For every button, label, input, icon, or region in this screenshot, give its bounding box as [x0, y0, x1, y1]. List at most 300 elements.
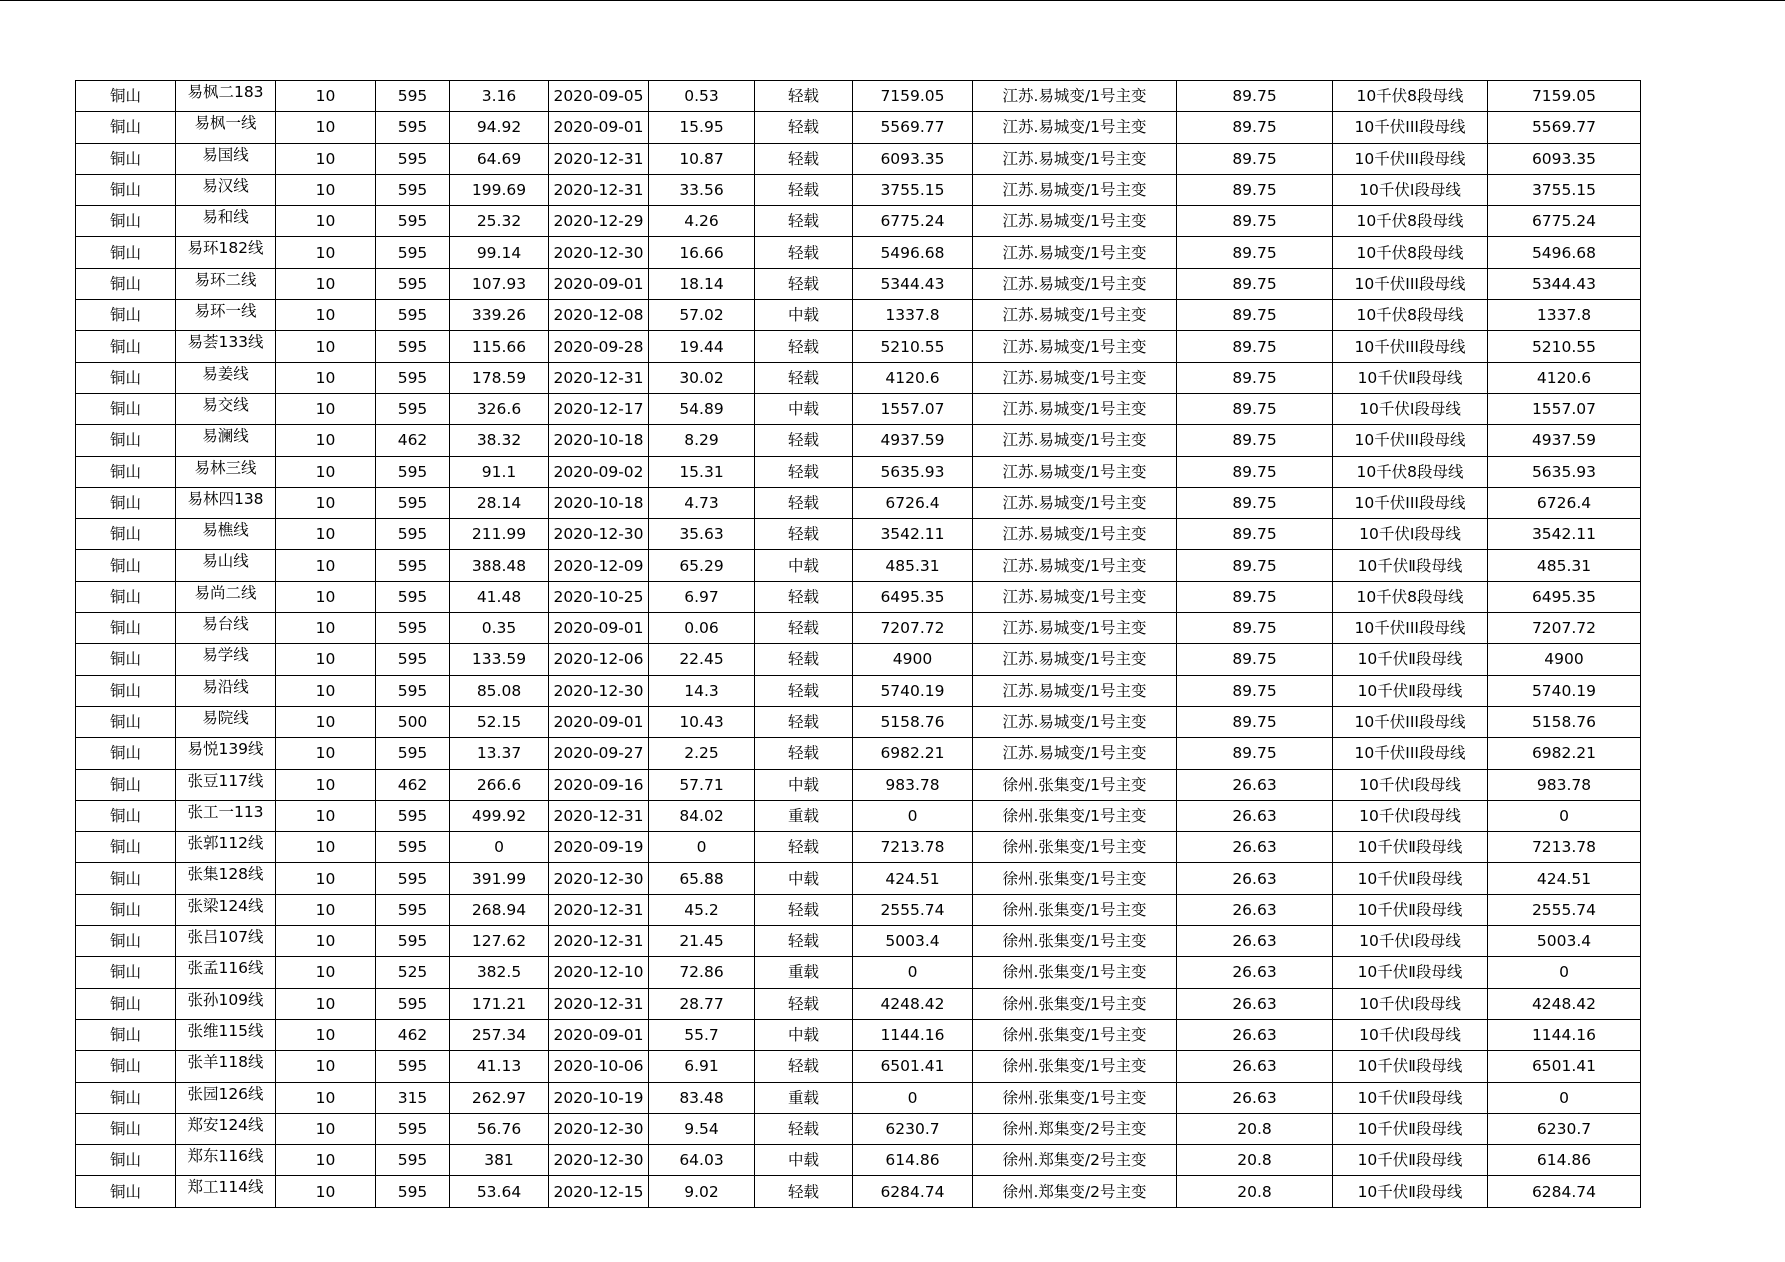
load-status-cell: 轻载	[755, 738, 853, 769]
max-current-cell: 268.94	[450, 894, 549, 925]
line-name-cell: 易姜线	[176, 362, 276, 393]
transformer-cell: 江苏.易城变/1号主变	[973, 81, 1177, 112]
transformer-cell: 江苏.易城变/1号主变	[973, 706, 1177, 737]
available-capacity-cell: 6726.4	[853, 487, 973, 518]
available-capacity-cell: 1557.07	[853, 393, 973, 424]
voltage-cell: 10	[276, 1051, 376, 1082]
load-rate-cell: 84.02	[649, 800, 755, 831]
district-cell: 铜山	[76, 268, 176, 299]
available-capacity-cell: 614.86	[853, 1145, 973, 1176]
remaining-capacity-cell: 3755.15	[1488, 174, 1641, 205]
district-cell: 铜山	[76, 769, 176, 800]
transformer-load-cell: 26.63	[1177, 957, 1333, 988]
load-rate-cell: 65.88	[649, 863, 755, 894]
transformer-load-cell: 89.75	[1177, 393, 1333, 424]
available-capacity-cell: 4120.6	[853, 362, 973, 393]
voltage-cell: 10	[276, 1082, 376, 1113]
line-name-cell: 易林三线	[176, 456, 276, 487]
available-capacity-cell: 5740.19	[853, 675, 973, 706]
voltage-cell: 10	[276, 300, 376, 331]
district-cell: 铜山	[76, 1051, 176, 1082]
table-row	[76, 581, 1641, 612]
line-name-cell: 张维115线	[176, 1019, 276, 1050]
rated-current-cell: 595	[376, 863, 450, 894]
voltage-cell: 10	[276, 832, 376, 863]
rated-current-cell: 595	[376, 331, 450, 362]
voltage-cell: 10	[276, 957, 376, 988]
date-cell: 2020-12-17	[549, 393, 649, 424]
voltage-cell: 10	[276, 769, 376, 800]
load-rate-cell: 45.2	[649, 894, 755, 925]
load-rate-cell: 2.25	[649, 738, 755, 769]
district-cell: 铜山	[76, 1082, 176, 1113]
date-cell: 2020-10-06	[549, 1051, 649, 1082]
available-capacity-cell: 5210.55	[853, 331, 973, 362]
district-cell: 铜山	[76, 800, 176, 831]
feeder-load-table	[75, 80, 1641, 1208]
max-current-cell: 262.97	[450, 1082, 549, 1113]
load-rate-cell: 9.02	[649, 1176, 755, 1207]
max-current-cell: 381	[450, 1145, 549, 1176]
table-row	[76, 237, 1641, 268]
busbar-cell: 10千伏Ⅱ段母线	[1333, 957, 1488, 988]
remaining-capacity-cell: 3542.11	[1488, 519, 1641, 550]
transformer-load-cell: 26.63	[1177, 988, 1333, 1019]
transformer-cell: 徐州.张集变/1号主变	[973, 926, 1177, 957]
remaining-capacity-cell: 1557.07	[1488, 393, 1641, 424]
district-cell: 铜山	[76, 362, 176, 393]
available-capacity-cell: 6501.41	[853, 1051, 973, 1082]
date-cell: 2020-09-19	[549, 832, 649, 863]
load-status-cell: 轻载	[755, 613, 853, 644]
available-capacity-cell: 6284.74	[853, 1176, 973, 1207]
rated-current-cell: 595	[376, 300, 450, 331]
transformer-cell: 江苏.易城变/1号主变	[973, 237, 1177, 268]
load-rate-cell: 30.02	[649, 362, 755, 393]
table-row	[76, 1145, 1641, 1176]
load-rate-cell: 9.54	[649, 1113, 755, 1144]
line-name-cell: 易沿线	[176, 675, 276, 706]
available-capacity-cell: 4900	[853, 644, 973, 675]
table-row	[76, 675, 1641, 706]
transformer-load-cell: 26.63	[1177, 863, 1333, 894]
available-capacity-cell: 2555.74	[853, 894, 973, 925]
date-cell: 2020-12-08	[549, 300, 649, 331]
date-cell: 2020-12-31	[549, 800, 649, 831]
line-name-cell: 张园126线	[176, 1082, 276, 1113]
transformer-load-cell: 89.75	[1177, 644, 1333, 675]
rated-current-cell: 595	[376, 1113, 450, 1144]
transformer-cell: 江苏.易城变/1号主变	[973, 300, 1177, 331]
available-capacity-cell: 424.51	[853, 863, 973, 894]
voltage-cell: 10	[276, 174, 376, 205]
remaining-capacity-cell: 1144.16	[1488, 1019, 1641, 1050]
remaining-capacity-cell: 6501.41	[1488, 1051, 1641, 1082]
remaining-capacity-cell: 7213.78	[1488, 832, 1641, 863]
load-rate-cell: 4.26	[649, 206, 755, 237]
available-capacity-cell: 6982.21	[853, 738, 973, 769]
load-status-cell: 中载	[755, 300, 853, 331]
rated-current-cell: 595	[376, 456, 450, 487]
date-cell: 2020-12-31	[549, 143, 649, 174]
max-current-cell: 107.93	[450, 268, 549, 299]
busbar-cell: 10千伏III段母线	[1333, 331, 1488, 362]
district-cell: 铜山	[76, 832, 176, 863]
district-cell: 铜山	[76, 1113, 176, 1144]
max-current-cell: 52.15	[450, 706, 549, 737]
rated-current-cell: 595	[376, 800, 450, 831]
table-row	[76, 1176, 1641, 1207]
rated-current-cell: 595	[376, 362, 450, 393]
available-capacity-cell: 1144.16	[853, 1019, 973, 1050]
transformer-cell: 徐州.张集变/1号主变	[973, 894, 1177, 925]
load-status-cell: 轻载	[755, 331, 853, 362]
remaining-capacity-cell: 1337.8	[1488, 300, 1641, 331]
load-status-cell: 轻载	[755, 519, 853, 550]
voltage-cell: 10	[276, 581, 376, 612]
available-capacity-cell: 5003.4	[853, 926, 973, 957]
transformer-load-cell: 26.63	[1177, 832, 1333, 863]
line-name-cell: 易环一线	[176, 300, 276, 331]
busbar-cell: 10千伏8段母线	[1333, 300, 1488, 331]
busbar-cell: 10千伏Ⅱ段母线	[1333, 894, 1488, 925]
load-rate-cell: 28.77	[649, 988, 755, 1019]
max-current-cell: 0.35	[450, 613, 549, 644]
voltage-cell: 10	[276, 1113, 376, 1144]
load-status-cell: 轻载	[755, 425, 853, 456]
transformer-cell: 江苏.易城变/1号主变	[973, 425, 1177, 456]
available-capacity-cell: 5344.43	[853, 268, 973, 299]
date-cell: 2020-10-19	[549, 1082, 649, 1113]
table-row	[76, 268, 1641, 299]
load-status-cell: 轻载	[755, 143, 853, 174]
max-current-cell: 85.08	[450, 675, 549, 706]
remaining-capacity-cell: 0	[1488, 957, 1641, 988]
date-cell: 2020-09-28	[549, 331, 649, 362]
load-rate-cell: 0.53	[649, 81, 755, 112]
load-status-cell: 中载	[755, 769, 853, 800]
date-cell: 2020-12-30	[549, 675, 649, 706]
voltage-cell: 10	[276, 926, 376, 957]
table-row	[76, 894, 1641, 925]
table-row	[76, 926, 1641, 957]
table-row	[76, 206, 1641, 237]
busbar-cell: 10千伏8段母线	[1333, 81, 1488, 112]
load-status-cell: 轻载	[755, 1176, 853, 1207]
transformer-load-cell: 89.75	[1177, 300, 1333, 331]
load-status-cell: 中载	[755, 863, 853, 894]
voltage-cell: 10	[276, 644, 376, 675]
rated-current-cell: 595	[376, 550, 450, 581]
voltage-cell: 10	[276, 362, 376, 393]
district-cell: 铜山	[76, 1019, 176, 1050]
rated-current-cell: 315	[376, 1082, 450, 1113]
busbar-cell: 10千伏III段母线	[1333, 112, 1488, 143]
busbar-cell: 10千伏8段母线	[1333, 206, 1488, 237]
voltage-cell: 10	[276, 550, 376, 581]
transformer-cell: 徐州.张集变/1号主变	[973, 1051, 1177, 1082]
rated-current-cell: 595	[376, 894, 450, 925]
remaining-capacity-cell: 6230.7	[1488, 1113, 1641, 1144]
rated-current-cell: 462	[376, 769, 450, 800]
max-current-cell: 3.16	[450, 81, 549, 112]
busbar-cell: 10千伏Ⅱ段母线	[1333, 863, 1488, 894]
remaining-capacity-cell: 5496.68	[1488, 237, 1641, 268]
max-current-cell: 339.26	[450, 300, 549, 331]
remaining-capacity-cell: 0	[1488, 800, 1641, 831]
district-cell: 铜山	[76, 894, 176, 925]
busbar-cell: 10千伏Ⅱ段母线	[1333, 1082, 1488, 1113]
date-cell: 2020-09-05	[549, 81, 649, 112]
transformer-cell: 徐州.张集变/1号主变	[973, 800, 1177, 831]
rated-current-cell: 595	[376, 268, 450, 299]
date-cell: 2020-12-30	[549, 1113, 649, 1144]
date-cell: 2020-09-01	[549, 1019, 649, 1050]
load-rate-cell: 0	[649, 832, 755, 863]
district-cell: 铜山	[76, 1176, 176, 1207]
transformer-load-cell: 89.75	[1177, 738, 1333, 769]
remaining-capacity-cell: 6982.21	[1488, 738, 1641, 769]
transformer-load-cell: 89.75	[1177, 174, 1333, 205]
transformer-cell: 徐州.郑集变/2号主变	[973, 1176, 1177, 1207]
available-capacity-cell: 6775.24	[853, 206, 973, 237]
busbar-cell: 10千伏Ⅱ段母线	[1333, 675, 1488, 706]
rated-current-cell: 595	[376, 393, 450, 424]
date-cell: 2020-12-30	[549, 1145, 649, 1176]
district-cell: 铜山	[76, 425, 176, 456]
busbar-cell: 10千伏Ⅰ段母线	[1333, 800, 1488, 831]
table-row	[76, 1113, 1641, 1144]
line-name-cell: 易国线	[176, 143, 276, 174]
max-current-cell: 94.92	[450, 112, 549, 143]
max-current-cell: 178.59	[450, 362, 549, 393]
voltage-cell: 10	[276, 894, 376, 925]
max-current-cell: 25.32	[450, 206, 549, 237]
load-status-cell: 轻载	[755, 112, 853, 143]
rated-current-cell: 595	[376, 1176, 450, 1207]
date-cell: 2020-12-09	[549, 550, 649, 581]
load-rate-cell: 4.73	[649, 487, 755, 518]
load-status-cell: 轻载	[755, 675, 853, 706]
available-capacity-cell: 3542.11	[853, 519, 973, 550]
table-row	[76, 81, 1641, 112]
max-current-cell: 499.92	[450, 800, 549, 831]
transformer-load-cell: 26.63	[1177, 926, 1333, 957]
transformer-load-cell: 89.75	[1177, 237, 1333, 268]
load-status-cell: 重载	[755, 800, 853, 831]
line-name-cell: 易环二线	[176, 268, 276, 299]
rated-current-cell: 595	[376, 581, 450, 612]
load-rate-cell: 55.7	[649, 1019, 755, 1050]
remaining-capacity-cell: 5003.4	[1488, 926, 1641, 957]
load-status-cell: 重载	[755, 1082, 853, 1113]
transformer-load-cell: 89.75	[1177, 487, 1333, 518]
remaining-capacity-cell: 485.31	[1488, 550, 1641, 581]
busbar-cell: 10千伏Ⅰ段母线	[1333, 519, 1488, 550]
table-row	[76, 300, 1641, 331]
voltage-cell: 10	[276, 706, 376, 737]
line-name-cell: 张孟116线	[176, 957, 276, 988]
max-current-cell: 115.66	[450, 331, 549, 362]
available-capacity-cell: 7213.78	[853, 832, 973, 863]
max-current-cell: 41.48	[450, 581, 549, 612]
available-capacity-cell: 0	[853, 1082, 973, 1113]
remaining-capacity-cell: 5158.76	[1488, 706, 1641, 737]
line-name-cell: 易山线	[176, 550, 276, 581]
voltage-cell: 10	[276, 988, 376, 1019]
rated-current-cell: 595	[376, 174, 450, 205]
busbar-cell: 10千伏III段母线	[1333, 487, 1488, 518]
available-capacity-cell: 5569.77	[853, 112, 973, 143]
date-cell: 2020-09-01	[549, 706, 649, 737]
transformer-load-cell: 89.75	[1177, 331, 1333, 362]
table-row	[76, 1051, 1641, 1082]
busbar-cell: 10千伏Ⅱ段母线	[1333, 1113, 1488, 1144]
max-current-cell: 64.69	[450, 143, 549, 174]
load-rate-cell: 6.97	[649, 581, 755, 612]
line-name-cell: 易枫一线	[176, 112, 276, 143]
transformer-load-cell: 89.75	[1177, 112, 1333, 143]
district-cell: 铜山	[76, 393, 176, 424]
table-row	[76, 550, 1641, 581]
busbar-cell: 10千伏Ⅱ段母线	[1333, 550, 1488, 581]
voltage-cell: 10	[276, 456, 376, 487]
district-cell: 铜山	[76, 456, 176, 487]
voltage-cell: 10	[276, 206, 376, 237]
line-name-cell: 张豆117线	[176, 769, 276, 800]
load-status-cell: 中载	[755, 1145, 853, 1176]
available-capacity-cell: 6230.7	[853, 1113, 973, 1144]
voltage-cell: 10	[276, 519, 376, 550]
table-row	[76, 362, 1641, 393]
date-cell: 2020-12-31	[549, 926, 649, 957]
remaining-capacity-cell: 6495.35	[1488, 581, 1641, 612]
available-capacity-cell: 6093.35	[853, 143, 973, 174]
max-current-cell: 257.34	[450, 1019, 549, 1050]
load-status-cell: 轻载	[755, 1051, 853, 1082]
date-cell: 2020-12-30	[549, 519, 649, 550]
available-capacity-cell: 7207.72	[853, 613, 973, 644]
remaining-capacity-cell: 4937.59	[1488, 425, 1641, 456]
table-row	[76, 1082, 1641, 1113]
remaining-capacity-cell: 4248.42	[1488, 988, 1641, 1019]
rated-current-cell: 462	[376, 425, 450, 456]
line-name-cell: 张郭112线	[176, 832, 276, 863]
load-status-cell: 中载	[755, 1019, 853, 1050]
transformer-cell: 徐州.郑集变/2号主变	[973, 1113, 1177, 1144]
line-name-cell: 易林四138	[176, 487, 276, 518]
voltage-cell: 10	[276, 487, 376, 518]
load-status-cell: 轻载	[755, 237, 853, 268]
load-status-cell: 中载	[755, 550, 853, 581]
transformer-load-cell: 89.75	[1177, 425, 1333, 456]
transformer-load-cell: 89.75	[1177, 456, 1333, 487]
available-capacity-cell: 485.31	[853, 550, 973, 581]
table-row	[76, 800, 1641, 831]
table-row	[76, 738, 1641, 769]
table-row	[76, 425, 1641, 456]
load-rate-cell: 19.44	[649, 331, 755, 362]
busbar-cell: 10千伏Ⅱ段母线	[1333, 362, 1488, 393]
district-cell: 铜山	[76, 206, 176, 237]
table-row	[76, 174, 1641, 205]
load-rate-cell: 57.71	[649, 769, 755, 800]
date-cell: 2020-12-15	[549, 1176, 649, 1207]
date-cell: 2020-09-01	[549, 613, 649, 644]
busbar-cell: 10千伏III段母线	[1333, 613, 1488, 644]
date-cell: 2020-12-30	[549, 237, 649, 268]
remaining-capacity-cell: 6726.4	[1488, 487, 1641, 518]
load-rate-cell: 83.48	[649, 1082, 755, 1113]
district-cell: 铜山	[76, 112, 176, 143]
district-cell: 铜山	[76, 1145, 176, 1176]
voltage-cell: 10	[276, 425, 376, 456]
line-name-cell: 易尚二线	[176, 581, 276, 612]
date-cell: 2020-09-01	[549, 112, 649, 143]
busbar-cell: 10千伏Ⅰ段母线	[1333, 1019, 1488, 1050]
date-cell: 2020-10-25	[549, 581, 649, 612]
transformer-cell: 徐州.张集变/1号主变	[973, 1082, 1177, 1113]
table-row	[76, 988, 1641, 1019]
rated-current-cell: 595	[376, 487, 450, 518]
voltage-cell: 10	[276, 237, 376, 268]
transformer-cell: 江苏.易城变/1号主变	[973, 456, 1177, 487]
date-cell: 2020-12-29	[549, 206, 649, 237]
line-name-cell: 易荟133线	[176, 331, 276, 362]
max-current-cell: 326.6	[450, 393, 549, 424]
busbar-cell: 10千伏Ⅱ段母线	[1333, 1145, 1488, 1176]
table-row	[76, 1019, 1641, 1050]
voltage-cell: 10	[276, 143, 376, 174]
available-capacity-cell: 5496.68	[853, 237, 973, 268]
line-name-cell: 郑东116线	[176, 1145, 276, 1176]
remaining-capacity-cell: 614.86	[1488, 1145, 1641, 1176]
district-cell: 铜山	[76, 706, 176, 737]
date-cell: 2020-10-18	[549, 425, 649, 456]
max-current-cell: 53.64	[450, 1176, 549, 1207]
available-capacity-cell: 6495.35	[853, 581, 973, 612]
table-row	[76, 456, 1641, 487]
table-row	[76, 112, 1641, 143]
transformer-load-cell: 89.75	[1177, 143, 1333, 174]
max-current-cell: 211.99	[450, 519, 549, 550]
rated-current-cell: 500	[376, 706, 450, 737]
table-row	[76, 143, 1641, 174]
remaining-capacity-cell: 6284.74	[1488, 1176, 1641, 1207]
remaining-capacity-cell: 5635.93	[1488, 456, 1641, 487]
line-name-cell: 易汉线	[176, 174, 276, 205]
rated-current-cell: 595	[376, 112, 450, 143]
remaining-capacity-cell: 5740.19	[1488, 675, 1641, 706]
load-rate-cell: 8.29	[649, 425, 755, 456]
load-status-cell: 重载	[755, 957, 853, 988]
transformer-cell: 徐州.张集变/1号主变	[973, 988, 1177, 1019]
busbar-cell: 10千伏III段母线	[1333, 706, 1488, 737]
rated-current-cell: 595	[376, 926, 450, 957]
voltage-cell: 10	[276, 863, 376, 894]
transformer-load-cell: 89.75	[1177, 268, 1333, 299]
transformer-load-cell: 89.75	[1177, 519, 1333, 550]
load-rate-cell: 35.63	[649, 519, 755, 550]
voltage-cell: 10	[276, 393, 376, 424]
load-rate-cell: 72.86	[649, 957, 755, 988]
transformer-load-cell: 89.75	[1177, 362, 1333, 393]
transformer-load-cell: 89.75	[1177, 675, 1333, 706]
transformer-cell: 江苏.易城变/1号主变	[973, 644, 1177, 675]
busbar-cell: 10千伏Ⅰ段母线	[1333, 988, 1488, 1019]
load-status-cell: 轻载	[755, 456, 853, 487]
available-capacity-cell: 983.78	[853, 769, 973, 800]
